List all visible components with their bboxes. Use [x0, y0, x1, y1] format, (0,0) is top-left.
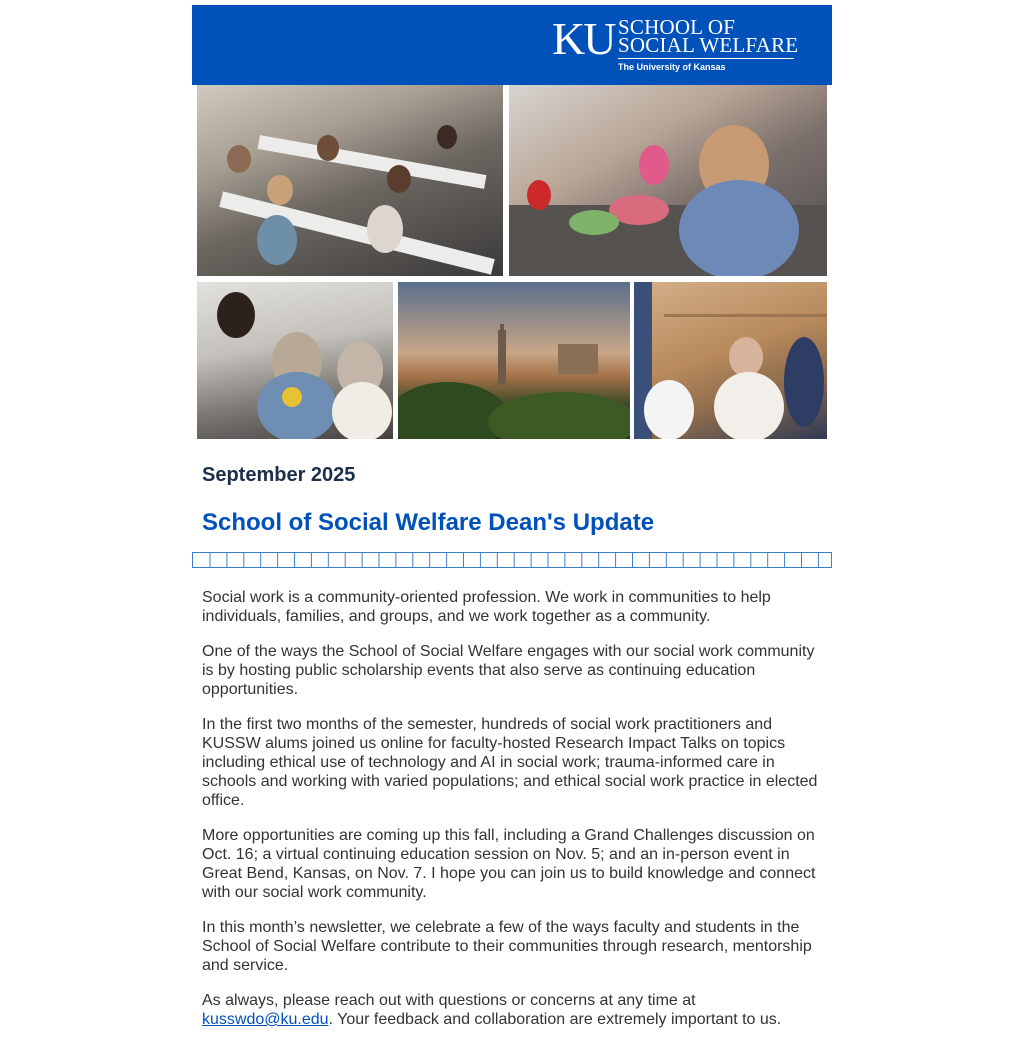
contact-text-end: . Your feedback and collaboration are extremely important to us. — [328, 1011, 782, 1028]
photo-collage — [192, 85, 832, 445]
photo-campus-sunset — [398, 282, 630, 439]
body-paragraph-3: In the first two months of the semester, hundreds of social work practitioners and KUSSW alums joined us online for faculty-hosted Research Impact Talks on topics including ethical use of technology and AI in social work; trauma-informed care in schools and working with varied populations; and ethical social work practice in elected office. — [202, 716, 818, 809]
header-banner — [192, 5, 832, 85]
body-paragraph-6 — [202, 991, 822, 1029]
logo-monogram: KU — [552, 13, 615, 64]
photo-speaker-presentation — [634, 282, 827, 439]
newsletter-body — [202, 588, 822, 1045]
contact-text: As always, please reach out with questions or concerns at any time at — [202, 992, 696, 1009]
body-paragraph-4: More opportunities are coming up this fall, including a Grand Challenges discussion on Oct. 16; a virtual continuing education session on Nov. 5; and an in-person event in Great Bend, Kansas, on Nov. 7. I hope you can join us to build knowledge and connect with our social work community. — [202, 827, 816, 901]
newsletter-title: School of Social Welfare Dean's Update — [202, 509, 655, 536]
body-paragraph-2: One of the ways the School of Social Welfare engages with our social work community is by hosting public scholarship events that also serve as continuing education opportunities. — [202, 643, 815, 698]
body-paragraph-5: In this month’s newsletter, we celebrate a few of the ways faculty and students in the School of Social Welfare contribute to their communities through research, mentorship and service. — [202, 919, 812, 974]
photo-craft-activity — [509, 85, 827, 276]
photo-classroom-students — [197, 85, 503, 276]
body-paragraph-1: Social work is a community-oriented profession. We work in communities to help individuals, families, and groups, and we work together as a community. — [202, 589, 771, 625]
photo-craft-table-women — [197, 282, 393, 439]
newsletter-month: September 2025 — [202, 464, 356, 486]
contact-email-link[interactable]: kusswdo@ku.edu — [202, 1011, 329, 1028]
ku-school-of-social-welfare-logo[interactable] — [552, 13, 799, 75]
logo-rule — [618, 58, 794, 59]
logo-line-1: SCHOOL OF — [618, 15, 736, 39]
decorative-divider — [192, 552, 832, 568]
logo-line-2: SOCIAL WELFARE — [618, 33, 799, 57]
email-container — [192, 5, 832, 1028]
logo-subtitle: The University of Kansas — [618, 62, 726, 72]
